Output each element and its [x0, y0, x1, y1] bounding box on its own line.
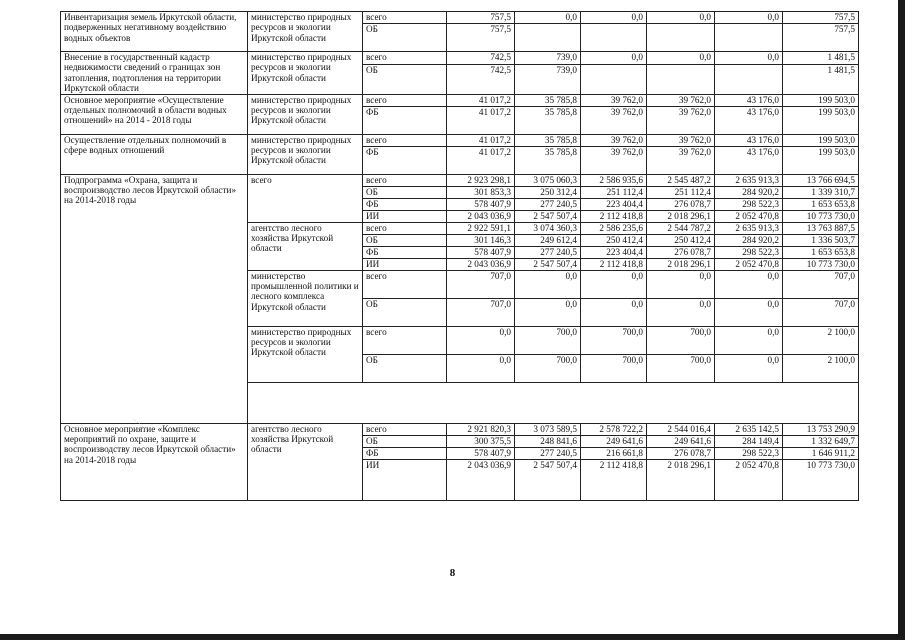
funding-source-cell: всего	[363, 52, 447, 65]
executor-cell: министерство промышленной политики и лесного комплекса Иркутской области	[248, 270, 363, 326]
amount-cell: 2 018 296,1	[647, 459, 715, 500]
amount-cell: 199 503,0	[783, 106, 859, 134]
amount-cell: 43 176,0	[715, 94, 783, 106]
amount-cell: 742,5	[447, 64, 515, 94]
funding-source-cell: ФБ	[363, 106, 447, 134]
amount-cell: 250 412,4	[581, 234, 647, 246]
amount-cell: 0,0	[647, 12, 715, 24]
amount-cell: 249 612,4	[515, 234, 581, 246]
budget-table-body	[61, 12, 859, 501]
amount-cell: 2 112 418,8	[581, 459, 647, 500]
amount-cell: 39 762,0	[581, 146, 647, 174]
amount-cell: 39 762,0	[647, 106, 715, 134]
amount-cell: 284 920,2	[715, 186, 783, 198]
executor-cell: всего	[248, 174, 363, 222]
amount-cell: 2 100,0	[783, 326, 859, 354]
amount-cell: 35 785,8	[515, 146, 581, 174]
amount-cell: 223 404,4	[581, 198, 647, 210]
funding-source-cell: ФБ	[363, 246, 447, 258]
funding-source-cell: всего	[363, 174, 447, 186]
amount-cell: 0,0	[515, 298, 581, 326]
amount-cell: 10 773 730,0	[783, 258, 859, 270]
amount-cell: 700,0	[515, 326, 581, 354]
amount-cell: 757,5	[447, 24, 515, 52]
funding-source-cell: ОБ	[363, 435, 447, 447]
amount-cell: 757,5	[447, 12, 515, 24]
funding-source-cell: ОБ	[363, 64, 447, 94]
amount-cell: 0,0	[647, 52, 715, 65]
amount-cell: 0,0	[447, 326, 515, 354]
executor-cell: агентство лесного хозяйства Иркутской области	[248, 423, 363, 500]
funding-source-cell: всего	[363, 222, 447, 234]
amount-cell: 39 762,0	[647, 134, 715, 146]
amount-cell: 41 017,2	[447, 94, 515, 106]
amount-cell: 2 547 507,4	[515, 258, 581, 270]
funding-source-cell: ОБ	[363, 234, 447, 246]
amount-cell: 1 481,5	[783, 64, 859, 94]
amount-cell: 3 074 360,3	[515, 222, 581, 234]
table-row	[61, 174, 859, 186]
amount-cell: 39 762,0	[581, 106, 647, 134]
funding-source-cell: всего	[363, 423, 447, 435]
amount-cell: 2 923 298,1	[447, 174, 515, 186]
amount-cell: 2 112 418,8	[581, 210, 647, 222]
amount-cell: 277 240,5	[515, 447, 581, 459]
measure-cell: Осуществление отдельных полномочий в сфере водных отношений	[61, 134, 248, 174]
amount-cell: 0,0	[647, 270, 715, 298]
amount-cell: 2 544 016,4	[647, 423, 715, 435]
executor-cell: министерство природных ресурсов и экологии Иркутской области	[248, 134, 363, 174]
amount-cell: 0,0	[515, 12, 581, 24]
amount-cell: 2 052 470,8	[715, 210, 783, 222]
amount-cell: 298 522,3	[715, 447, 783, 459]
amount-cell: 10 773 730,0	[783, 210, 859, 222]
amount-cell: 249 641,6	[581, 435, 647, 447]
amount-cell: 2 586 935,6	[581, 174, 647, 186]
funding-source-cell: ИИ	[363, 258, 447, 270]
amount-cell: 578 407,9	[447, 246, 515, 258]
amount-cell: 2 052 470,8	[715, 258, 783, 270]
table-row	[61, 12, 859, 24]
amount-cell: 1 336 503,7	[783, 234, 859, 246]
amount-cell: 248 841,6	[515, 435, 581, 447]
amount-cell: 700,0	[515, 354, 581, 382]
amount-cell: 0,0	[647, 298, 715, 326]
funding-source-cell: ФБ	[363, 146, 447, 174]
amount-cell: 2 578 722,2	[581, 423, 647, 435]
funding-source-cell: ФБ	[363, 447, 447, 459]
amount-cell: 298 522,3	[715, 246, 783, 258]
amount-cell	[581, 24, 647, 52]
amount-cell: 578 407,9	[447, 198, 515, 210]
amount-cell: 2 635 913,3	[715, 222, 783, 234]
amount-cell: 757,5	[783, 12, 859, 24]
scan-artifact	[131, 417, 151, 433]
amount-cell: 2 052 470,8	[715, 459, 783, 500]
amount-cell: 35 785,8	[515, 94, 581, 106]
amount-cell: 35 785,8	[515, 106, 581, 134]
amount-cell: 707,0	[783, 270, 859, 298]
amount-cell: 2 043 036,9	[447, 258, 515, 270]
amount-cell: 0,0	[715, 270, 783, 298]
amount-cell: 0,0	[715, 326, 783, 354]
amount-cell: 2 112 418,8	[581, 258, 647, 270]
funding-source-cell: ФБ	[363, 198, 447, 210]
amount-cell: 251 112,4	[647, 186, 715, 198]
amount-cell: 2 043 036,9	[447, 459, 515, 500]
amount-cell	[647, 64, 715, 94]
amount-cell: 0,0	[715, 12, 783, 24]
amount-cell: 10 773 730,0	[783, 459, 859, 500]
amount-cell	[581, 64, 647, 94]
amount-cell: 284 920,2	[715, 234, 783, 246]
funding-source-cell: всего	[363, 326, 447, 354]
amount-cell: 578 407,9	[447, 447, 515, 459]
table-row	[61, 52, 859, 65]
scan-border-right	[898, 0, 905, 640]
amount-cell: 284 149,4	[715, 435, 783, 447]
amount-cell: 0,0	[715, 354, 783, 382]
amount-cell	[715, 24, 783, 52]
amount-cell: 0,0	[581, 270, 647, 298]
amount-cell: 0,0	[715, 298, 783, 326]
executor-cell: министерство природных ресурсов и экологии Иркутской области	[248, 94, 363, 134]
page-number: 8	[449, 567, 456, 579]
table-row	[61, 94, 859, 106]
amount-cell: 0,0	[447, 354, 515, 382]
amount-cell: 199 503,0	[783, 134, 859, 146]
amount-cell: 2 018 296,1	[647, 210, 715, 222]
amount-cell: 277 240,5	[515, 198, 581, 210]
funding-source-cell: ОБ	[363, 354, 447, 382]
funding-source-cell: ИИ	[363, 459, 447, 500]
scan-border-bottom	[0, 634, 905, 640]
amount-cell: 300 375,5	[447, 435, 515, 447]
amount-cell: 13 763 887,5	[783, 222, 859, 234]
amount-cell: 1 646 911,2	[783, 447, 859, 459]
amount-cell: 707,0	[447, 270, 515, 298]
amount-cell: 700,0	[581, 354, 647, 382]
budget-table	[60, 11, 859, 501]
executor-cell: министерство природных ресурсов и экологии Иркутской области	[248, 326, 363, 382]
amount-cell: 2 635 142,5	[715, 423, 783, 435]
amount-cell: 223 404,4	[581, 246, 647, 258]
amount-cell: 0,0	[581, 52, 647, 65]
amount-cell: 276 078,7	[647, 246, 715, 258]
amount-cell: 2 100,0	[783, 354, 859, 382]
amount-cell: 301 146,3	[447, 234, 515, 246]
amount-cell: 43 176,0	[715, 146, 783, 174]
amount-cell: 301 853,3	[447, 186, 515, 198]
funding-source-cell: всего	[363, 94, 447, 106]
executor-cell: агентство лесного хозяйства Иркутской области	[248, 222, 363, 270]
amount-cell: 700,0	[647, 326, 715, 354]
amount-cell: 1 653 653,8	[783, 198, 859, 210]
amount-cell: 2 547 507,4	[515, 459, 581, 500]
amount-cell: 1 339 310,7	[783, 186, 859, 198]
funding-source-cell: ИИ	[363, 210, 447, 222]
funding-source-cell: всего	[363, 134, 447, 146]
amount-cell: 39 762,0	[581, 134, 647, 146]
amount-cell: 0,0	[515, 270, 581, 298]
amount-cell: 2 547 507,4	[515, 210, 581, 222]
amount-cell: 739,0	[515, 52, 581, 65]
amount-cell: 43 176,0	[715, 134, 783, 146]
amount-cell: 43 176,0	[715, 106, 783, 134]
amount-cell: 757,5	[783, 24, 859, 52]
amount-cell: 2 018 296,1	[647, 258, 715, 270]
amount-cell: 2 545 487,2	[647, 174, 715, 186]
amount-cell: 3 073 589,5	[515, 423, 581, 435]
amount-cell: 298 522,3	[715, 198, 783, 210]
amount-cell: 2 043 036,9	[447, 210, 515, 222]
amount-cell: 0,0	[581, 12, 647, 24]
amount-cell: 2 635 913,3	[715, 174, 783, 186]
amount-cell: 700,0	[581, 326, 647, 354]
measure-cell: Инвентаризация земель Иркутской области, подверженных негативному воздействию водных объектов	[61, 12, 248, 52]
amount-cell: 2 922 591,1	[447, 222, 515, 234]
amount-cell: 250 312,4	[515, 186, 581, 198]
executor-cell-empty	[248, 382, 859, 423]
table-row	[61, 134, 859, 146]
amount-cell: 707,0	[783, 298, 859, 326]
amount-cell: 1 332 649,7	[783, 435, 859, 447]
amount-cell: 41 017,2	[447, 146, 515, 174]
amount-cell: 250 412,4	[647, 234, 715, 246]
amount-cell	[715, 64, 783, 94]
funding-source-cell: всего	[363, 12, 447, 24]
amount-cell: 277 240,5	[515, 246, 581, 258]
amount-cell: 199 503,0	[783, 94, 859, 106]
amount-cell: 739,0	[515, 64, 581, 94]
amount-cell: 276 078,7	[647, 198, 715, 210]
funding-source-cell: ОБ	[363, 186, 447, 198]
amount-cell: 3 075 060,3	[515, 174, 581, 186]
amount-cell: 41 017,2	[447, 106, 515, 134]
funding-source-cell: ОБ	[363, 24, 447, 52]
amount-cell	[647, 24, 715, 52]
executor-cell: министерство природных ресурсов и экологии Иркутской области	[248, 12, 363, 52]
amount-cell: 199 503,0	[783, 146, 859, 174]
amount-cell: 0,0	[581, 298, 647, 326]
amount-cell: 13 753 290,9	[783, 423, 859, 435]
amount-cell: 700,0	[647, 354, 715, 382]
amount-cell: 35 785,8	[515, 134, 581, 146]
measure-cell: Основное мероприятие «Осуществление отдельных полномочий в области водных отношений» на 2014 - 2018 годы	[61, 94, 248, 134]
amount-cell: 276 078,7	[647, 447, 715, 459]
amount-cell: 707,0	[447, 298, 515, 326]
amount-cell: 249 641,6	[647, 435, 715, 447]
amount-cell: 251 112,4	[581, 186, 647, 198]
amount-cell: 41 017,2	[447, 134, 515, 146]
measure-cell: Внесение в государственный кадастр недвижимости сведений о границах зон затопления, подтопления на территории Иркутской области	[61, 52, 248, 95]
amount-cell: 2 544 787,2	[647, 222, 715, 234]
amount-cell: 216 661,8	[581, 447, 647, 459]
amount-cell: 39 762,0	[647, 94, 715, 106]
measure-cell: Подпрограмма «Охрана, защита и воспроизводство лесов Иркутской области» на 2014-2018 годы	[61, 174, 248, 423]
measure-cell: Основное мероприятие «Комплекс мероприятий по охране, защите и воспроизводству лесов Иркутской области» на 2014-2018 годы	[61, 423, 248, 500]
funding-source-cell: ОБ	[363, 298, 447, 326]
amount-cell: 2 586 235,6	[581, 222, 647, 234]
amount-cell: 1 653 653,8	[783, 246, 859, 258]
amount-cell: 742,5	[447, 52, 515, 65]
amount-cell	[515, 24, 581, 52]
amount-cell: 39 762,0	[581, 94, 647, 106]
funding-source-cell: всего	[363, 270, 447, 298]
executor-cell: министерство природных ресурсов и экологии Иркутской области	[248, 52, 363, 95]
amount-cell: 1 481,5	[783, 52, 859, 65]
amount-cell: 39 762,0	[647, 146, 715, 174]
amount-cell: 0,0	[715, 52, 783, 65]
amount-cell: 2 921 820,3	[447, 423, 515, 435]
table-row	[61, 423, 859, 435]
amount-cell: 13 766 694,5	[783, 174, 859, 186]
